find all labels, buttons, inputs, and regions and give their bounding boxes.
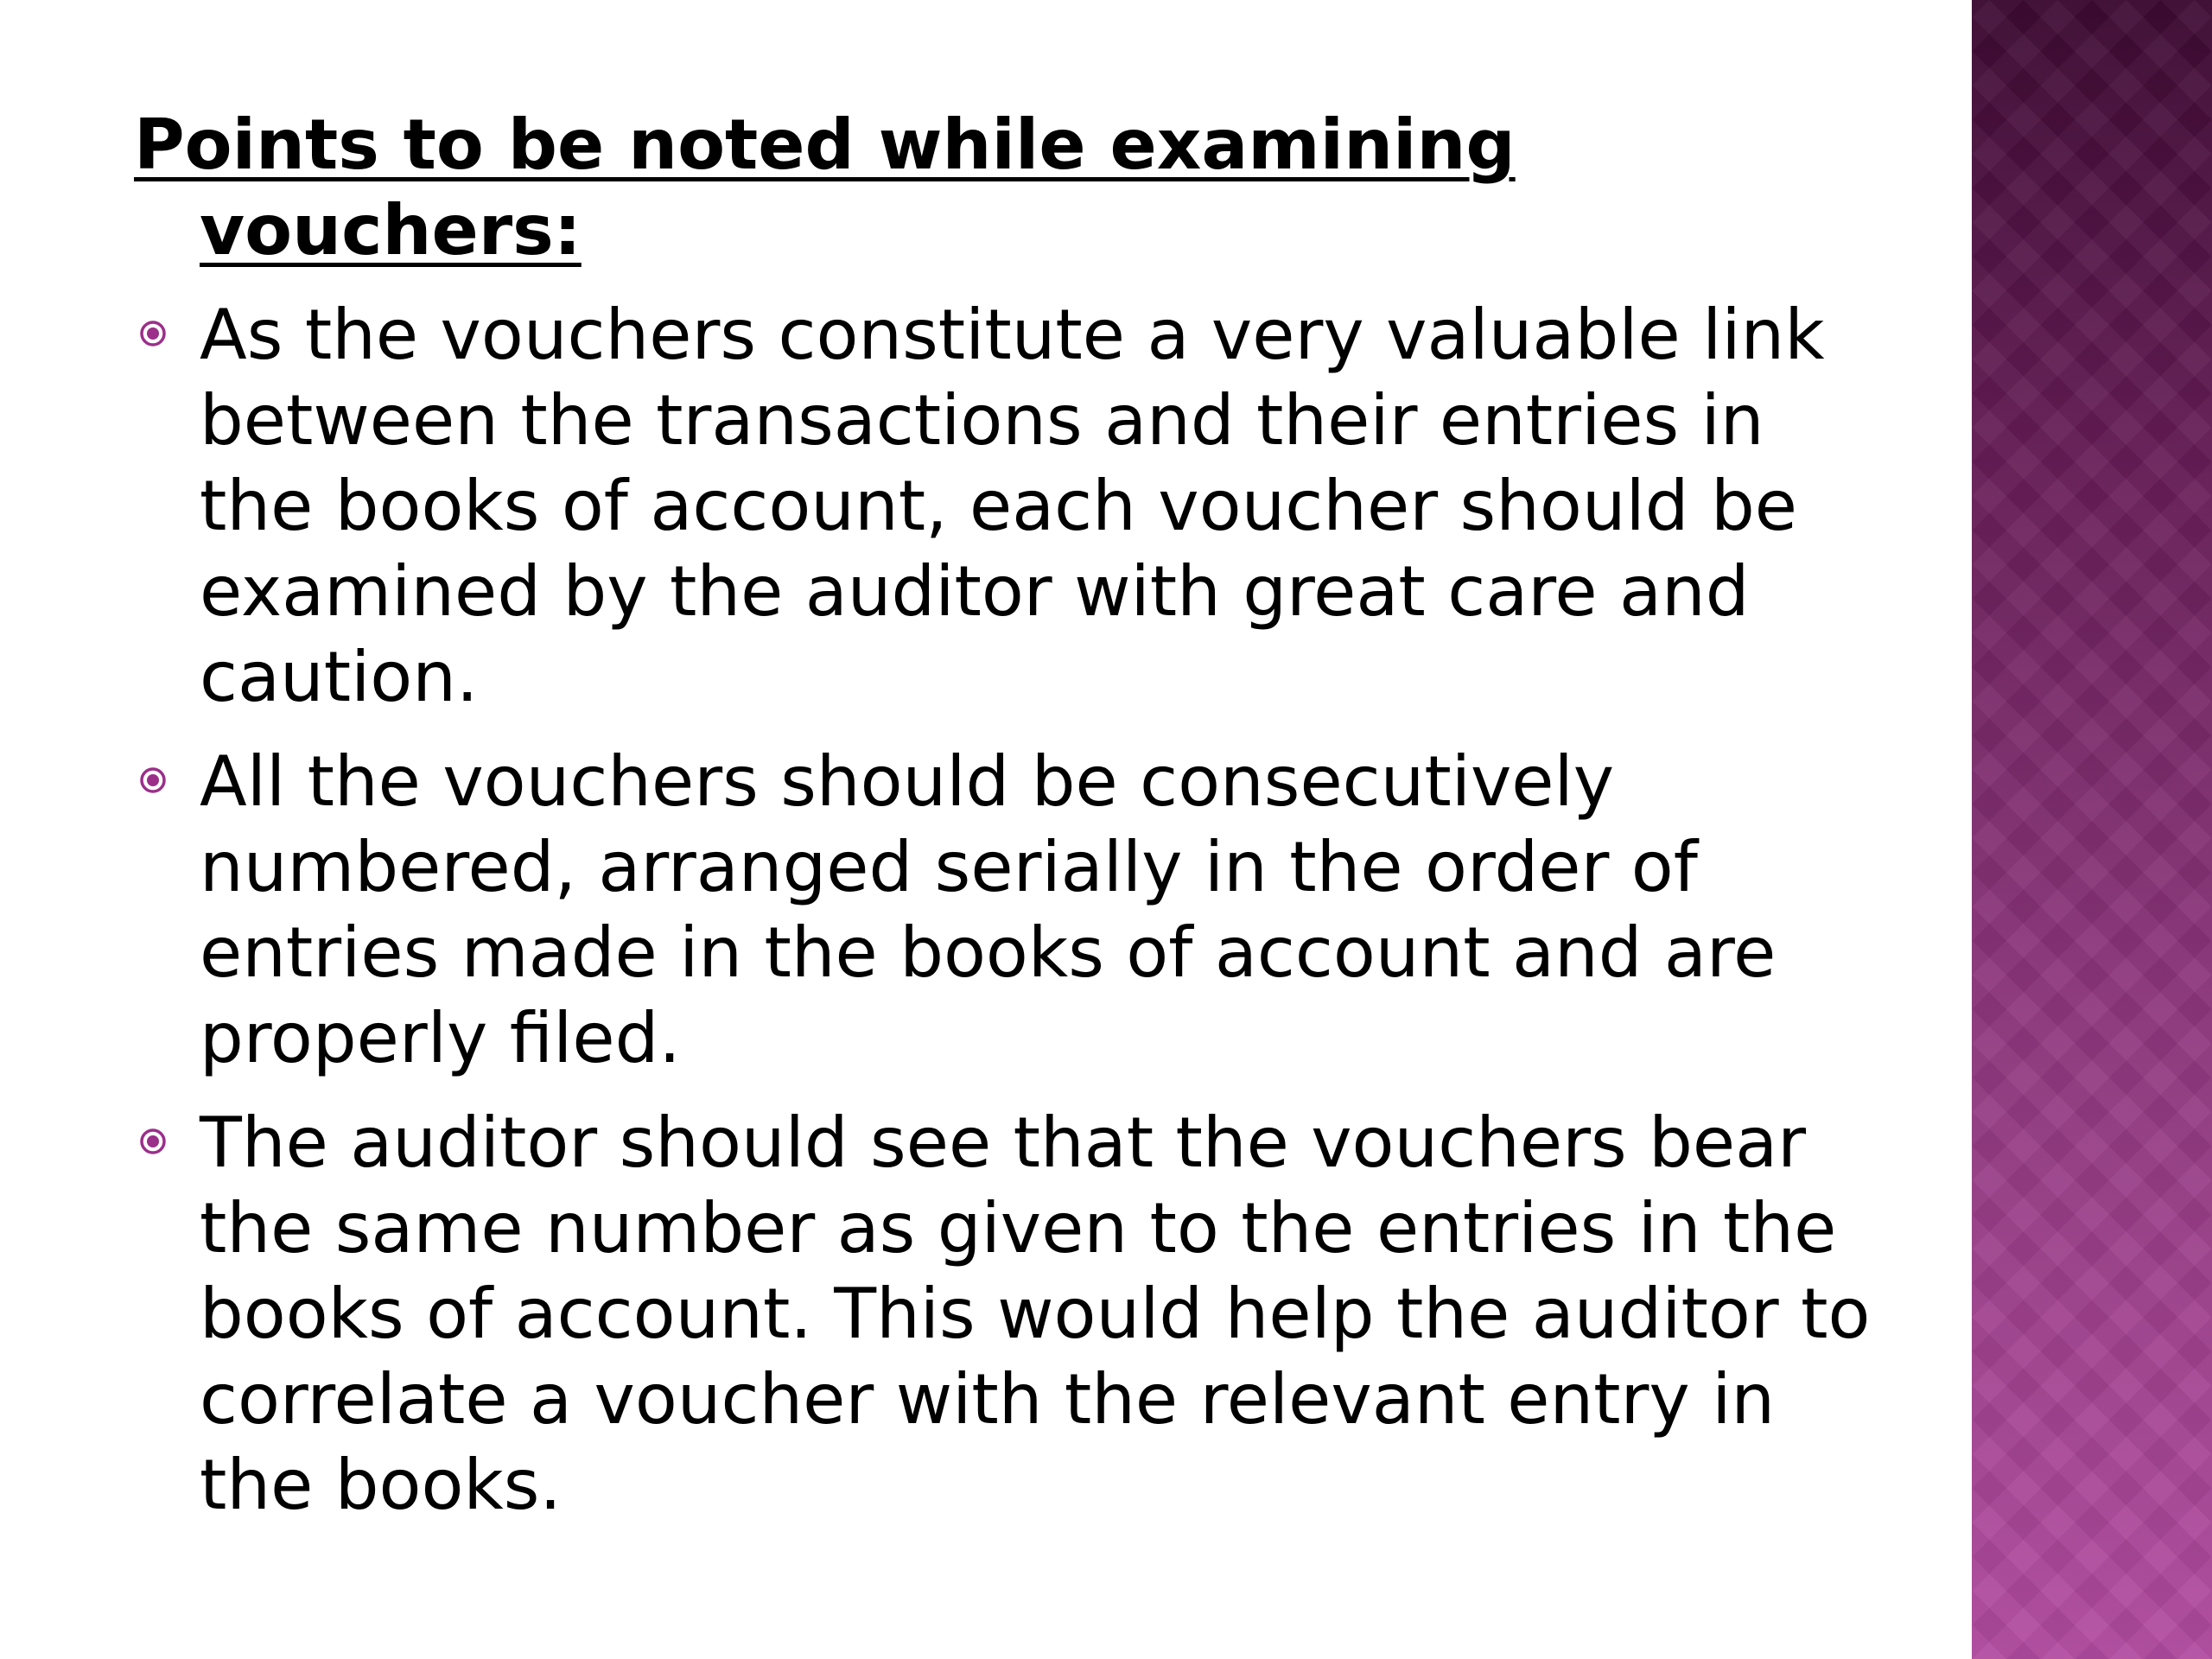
slide-heading-text: Points to be noted while examining vouchers: — [134, 105, 1516, 270]
bullet-text: As the vouchers constitute a very valuable link between the transactions and their entries in the books of account, each voucher should be examined by the auditor with great care and caution. — [200, 295, 1825, 717]
bullet-list — [134, 292, 1879, 1528]
circle-dot-bullet-icon — [139, 766, 167, 794]
slide-heading — [134, 102, 1879, 273]
list-item — [134, 1100, 1879, 1528]
slide-content — [134, 102, 1879, 1547]
list-item — [134, 292, 1879, 720]
bullet-text: The auditor should see that the vouchers bear the same number as given to the entries in the books of account. This would help the auditor to correlate a voucher with the relevant entry in the books. — [200, 1103, 1871, 1525]
decorative-side-band — [1972, 0, 2212, 1659]
bullet-text: All the vouchers should be consecutively numbered, arranged serially in the order of entries made in the books of account and are properly filed. — [200, 741, 1777, 1078]
circle-dot-bullet-icon — [139, 320, 167, 347]
list-item — [134, 739, 1879, 1081]
circle-dot-bullet-icon — [139, 1128, 167, 1155]
